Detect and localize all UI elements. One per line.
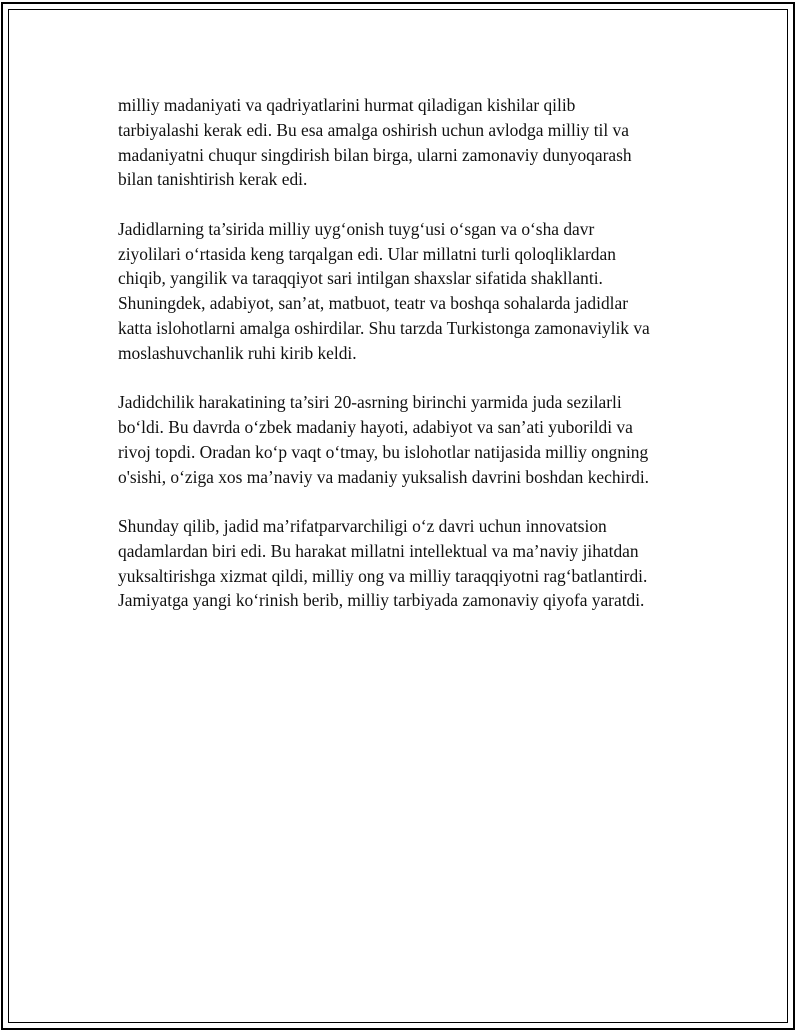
text-line: Shunday qilib, jadid ma’rifatparvarchiligi o‘z davri uchun innovatsion [118,515,607,536]
text-line: chiqib, yangilik va taraqqiyot sari intilgan shaxslar sifatida shakllanti. [118,268,603,289]
text-line: katta islohotlarni amalga oshirdilar. Shu tarzda Turkistonga zamonaviylik va [118,317,650,338]
paragraph-3 [118,390,703,489]
text-line: tarbiyalashi kerak edi. Bu esa amalga oshirish uchun avlodga milliy til va [118,119,629,140]
text-line: qadamlardan biri edi. Bu harakat millatni intellektual va ma’naviy jihatdan [118,540,639,561]
text-line: milliy madaniyati va qadriyatlarini hurmat qiladigan kishilar qilib [118,95,576,115]
text-line: o'sishi, o‘ziga xos ma’naviy va madaniy yuksalish davrini boshdan kechirdi. [118,466,650,487]
text-line: Shuningdek, adabiyot, san’at, matbuot, teatr va boshqa sohalarda jadidlar [118,293,628,314]
paragraph-2 [118,217,703,366]
paragraph-1 [118,93,703,192]
document-body [118,93,703,638]
text-line: Jadidchilik harakatining ta’siri 20-asrning birinchi yarmida juda sezilarli [118,392,622,413]
text-line: madaniyatni chuqur singdirish bilan birga, ularni zamonaviy dunyoqarash [118,144,632,165]
text-line: bo‘ldi. Bu davrda o‘zbek madaniy hayoti, adabiyot va san’ati yuborildi va [118,416,633,437]
paragraph-4 [118,514,703,613]
text-line: yuksaltirishga xizmat qildi, milliy ong va milliy taraqqiyotni rag‘batlantirdi. [118,565,648,586]
text-line: Jadidlarning ta’sirida milliy uyg‘onish tuyg‘usi o‘sgan va o‘sha davr [118,218,595,239]
text-line: rivoj topdi. Oradan ko‘p vaqt o‘tmay, bu islohotlar natijasida milliy ongning [118,441,649,462]
text-line: ziyolilari o‘rtasida keng tarqalgan edi. Ular millatni turli qoloqliklardan [118,243,616,264]
text-line: moslashuvchanlik ruhi kirib keldi. [118,342,357,363]
text-line: bilan tanishtirish kerak edi. [118,169,308,190]
text-line: Jamiyatga yangi ko‘rinish berib, milliy tarbiyada zamonaviy qiyofa yaratdi. [118,590,645,611]
